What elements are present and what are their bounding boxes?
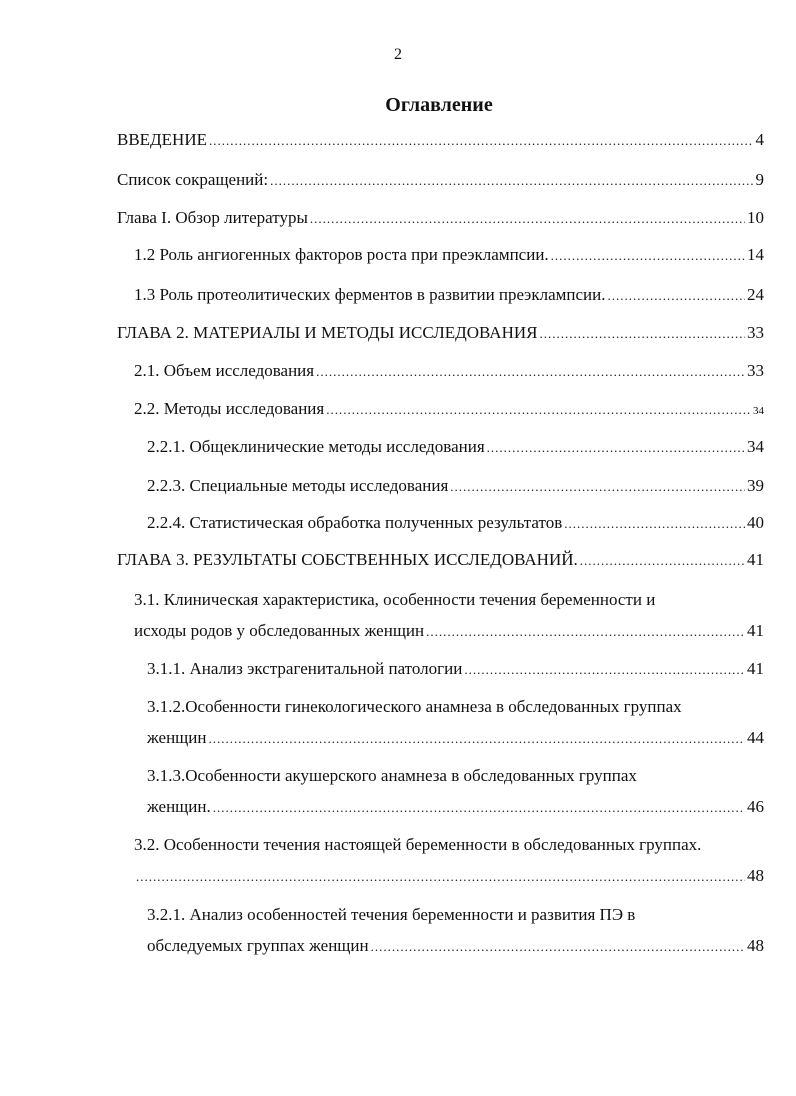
toc-leader-dots [270,171,753,191]
toc-entry-3-2[interactable] [134,866,764,887]
toc-entry-2-1[interactable] [134,361,764,382]
toc-entry-label: ГЛАВА 2. МАТЕРИАЛЫ И МЕТОДЫ ИССЛЕДОВАНИЯ [117,323,538,342]
toc-entry-page: 48 [747,866,764,885]
toc-entry-3-1-1[interactable] [147,659,764,680]
toc-leader-dots [209,131,754,151]
toc-leader-dots [551,246,745,266]
toc-leader-dots [426,622,745,642]
toc-entry-1-3[interactable] [134,285,764,306]
toc-leader-dots [208,729,745,749]
toc-entry-page: 33 [747,361,764,380]
toc-leader-dots [450,477,745,497]
toc-leader-dots [213,798,745,818]
toc-entry-label-line1: 3.1.2.Особенности гинекологического анамнеза в обследованных группах [147,697,682,716]
toc-entry-page: 40 [747,513,764,532]
toc-entry-label: 3.1.1. Анализ экстрагенитальной патологии [147,659,463,678]
toc-entry-2-2-4[interactable] [147,513,764,534]
toc-entry-chapter-1[interactable] [117,208,764,229]
toc-entry-label-line1: 3.2. Особенности течения настоящей беременности в обследованных группах. [134,835,702,854]
toc-leader-dots [326,400,751,420]
toc-entry-abbreviations[interactable] [117,170,764,191]
toc-entry-page: 24 [747,285,764,304]
toc-entry-2-2-1[interactable] [147,437,764,458]
toc-entry-label: Список сокращений: [117,170,269,189]
toc-entry-page: 9 [755,170,764,189]
toc-leader-dots [608,286,746,306]
toc-entry-page: 48 [747,936,764,955]
toc-entry-chapter-2[interactable] [117,323,764,344]
toc-leader-dots [310,209,745,229]
toc-entry-label: женщин [147,728,207,747]
toc-entry-page: 44 [747,728,764,747]
toc-entry-label: 2.1. Объем исследования [134,361,315,380]
toc-entry-label: ГЛАВА 3. РЕЗУЛЬТАТЫ СОБСТВЕННЫХ ИССЛЕДОВАНИЙ. [117,550,578,569]
page-number: 2 [394,46,402,63]
toc-leader-dots [371,937,745,957]
toc-leader-dots [464,660,745,680]
toc-entry-label-line1: 3.1. Клиническая характеристика, особенности течения беременности и [134,590,656,609]
toc-entry-page: 41 [747,659,764,678]
toc-entry-label: 1.2 Роль ангиогенных факторов роста при преэклампсии. [134,245,549,264]
toc-entry-page: 33 [747,323,764,342]
toc-entry-label-line1: 3.2.1. Анализ особенностей течения беременности и развития ПЭ в [147,905,636,924]
toc-entry-label-line1: 3.1.3.Особенности акушерского анамнеза в обследованных группах [147,766,637,785]
toc-entry-page: 4 [755,130,764,149]
toc-entry-label: 2.2.1. Общеклинические методы исследования [147,437,485,456]
toc-entry-chapter-3[interactable] [117,550,764,571]
toc-entry-label: ВВЕДЕНИЕ [117,130,207,149]
toc-entry-3-1-2[interactable] [147,728,764,749]
page-title: Оглавление [385,94,493,116]
toc-entry-label: 1.3 Роль протеолитических ферментов в развитии преэклампсии. [134,285,606,304]
toc-entry-page: 34 [747,437,764,456]
toc-leader-dots [316,362,745,382]
toc-entry-label: 2.2.4. Статистическая обработка полученных результатов [147,513,563,532]
toc-entry-label: исходы родов у обследованных женщин [134,621,425,640]
toc-entry-2-2[interactable] [134,399,764,421]
toc-entry-page: 39 [747,476,764,495]
toc-entry-page: 10 [747,208,764,227]
toc-entry-1-2[interactable] [134,245,764,266]
toc-entry-page: 41 [747,550,764,569]
toc-entry-page: 34 [753,405,764,417]
toc-entry-label: Глава I. Обзор литературы [117,208,308,227]
toc-leader-dots [136,867,745,887]
toc-leader-dots [580,551,745,571]
toc-leader-dots [487,438,745,458]
toc-entry-2-2-3[interactable] [147,476,764,497]
toc-leader-dots [539,324,745,344]
toc-entry-3-1[interactable] [134,621,764,642]
toc-entry-label: женщин. [147,797,211,816]
toc-entry-page: 14 [747,245,764,264]
toc-entry-3-1-3[interactable] [147,797,764,818]
toc-entry-page: 46 [747,797,764,816]
toc-entry-page: 41 [747,621,764,640]
toc-entry-label: обследуемых группах женщин [147,936,369,955]
toc-entry-label: 2.2. Методы исследования [134,399,325,418]
toc-entry-introduction[interactable] [117,130,764,151]
toc-entry-3-2-1[interactable] [147,936,764,957]
toc-leader-dots [564,514,745,534]
toc-entry-label: 2.2.3. Специальные методы исследования [147,476,449,495]
